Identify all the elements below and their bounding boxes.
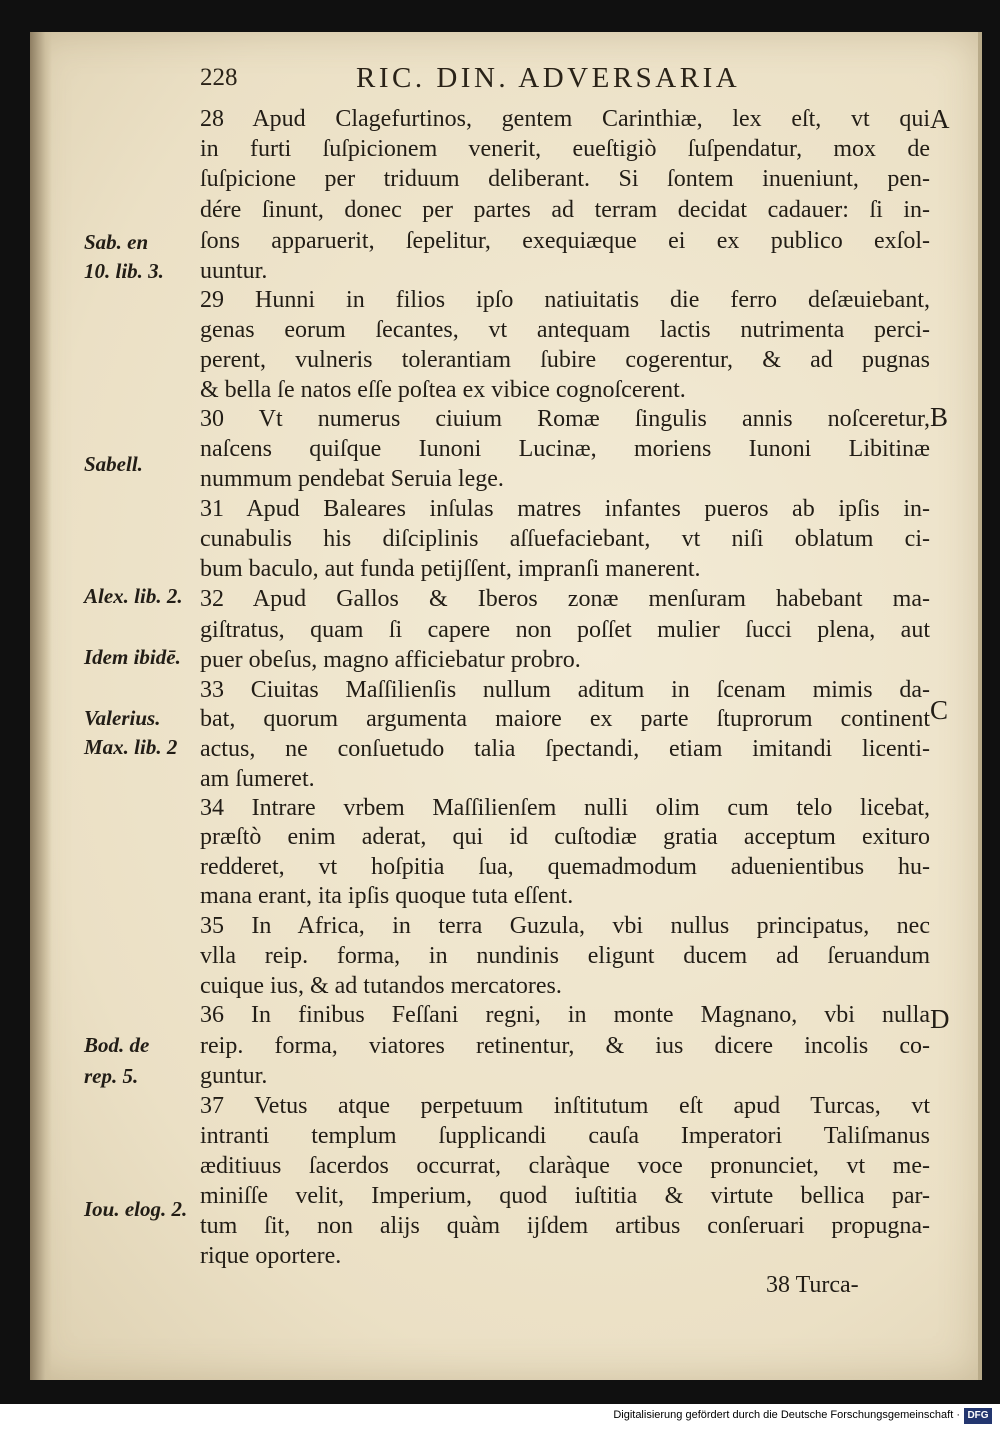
text-line: 32 Apud Gallos & Iberos zonæ menſuram habebant ma- xyxy=(200,586,930,612)
scan-right-edge xyxy=(978,32,982,1380)
margin-note: Iou. elog. 2. xyxy=(84,1197,188,1221)
margin-note: Valerius. xyxy=(84,706,161,730)
running-title: RIC. DIN. ADVERSARIA xyxy=(356,62,741,94)
margin-note: Max. lib. 2 xyxy=(84,735,178,759)
text-line: nummum pendebat Seruia lege. xyxy=(200,466,504,492)
text-line: rique oportere. xyxy=(200,1243,342,1269)
text-line: cunabulis his diſciplinis aſſuefaciebant, vt niſi oblatum ci- xyxy=(200,526,930,552)
page-number: 228 xyxy=(200,64,238,91)
footer-credit: Digitalisierung gefördert durch die Deutsche Forschungsgemeinschaft · xyxy=(613,1409,960,1421)
footer-bar xyxy=(0,1404,1000,1429)
text-line: miniſſe velit, Imperium, quod iuſtitia & virtute bellica par- xyxy=(200,1183,930,1209)
text-line: guntur. xyxy=(200,1063,268,1089)
text-line: 34 Intrare vrbem Maſſilienſem nulli olim cum telo licebat, xyxy=(200,795,930,821)
text-line: 36 In finibus Feſſani regni, in monte Magnano, vbi nulla xyxy=(200,1002,930,1028)
text-line: tum ſit, non alijs quàm ijſdem artibus conſeruari propugna- xyxy=(200,1213,930,1239)
text-line: 31 Apud Baleares inſulas matres infantes pueros ab ipſis in- xyxy=(200,496,930,522)
text-line: 35 In Africa, in terra Guzula, vbi nullus principatus, nec xyxy=(200,913,930,939)
text-line: vlla reip. forma, in nundinis eligunt ducem ad ſeruandum xyxy=(200,943,930,969)
text-line: ſuſpicione per triduum deliberant. Si ſontem inueniunt, pen- xyxy=(200,166,930,192)
section-letter: A xyxy=(930,104,950,134)
text-line: actus, ne conſuetudo talia ſpectandi, etiam imitandi licenti- xyxy=(200,736,930,762)
text-line: dére ſinunt, donec per partes ad terram decidat cadauer: ſi in- xyxy=(200,197,930,223)
text-line: & bella ſe natos eſſe poſtea ex vibice cognoſcerent. xyxy=(200,377,686,403)
margin-note: 10. lib. 3. xyxy=(84,259,164,283)
text-line: 29 Hunni in filios ipſo natiuitatis die ferro deſæuiebant, xyxy=(200,287,930,313)
text-line: reip. forma, viatores retinentur, & ius dicere incolis co- xyxy=(200,1033,930,1059)
margin-note: rep. 5. xyxy=(84,1064,139,1088)
text-line: redderet, vt hoſpitia ſua, quemadmodum aduenientibus hu- xyxy=(200,854,930,880)
text-line: ſons apparuerit, ſepelitur, exequiæque ei ex publico exſol- xyxy=(200,228,930,254)
section-letter: D xyxy=(930,1004,950,1034)
section-letter: C xyxy=(930,695,949,725)
catchword: 38 Turca- xyxy=(766,1272,859,1298)
text-line: æditiuus ſacerdos occurrat, claràque voce pronunciet, vt me- xyxy=(200,1153,930,1179)
margin-note: Idem ibidē. xyxy=(84,645,181,669)
text-line: præſtò enim aderat, qui id cuſtodiæ gratia acceptum exituro xyxy=(200,824,930,850)
text-line: giſtratus, quam ſi capere non poſſet mulier ſucci plena, aut xyxy=(200,617,930,643)
text-line: mana erant, ita ipſis quoque tuta eſſent. xyxy=(200,883,574,909)
text-line: bat, quorum argumenta maiore ex parte ſtuprorum continent xyxy=(200,706,930,732)
text-line: genas eorum ſecantes, vt antequam lactis nutrimenta perci- xyxy=(200,317,930,343)
text-line: am ſumeret. xyxy=(200,766,315,792)
text-line: uuntur. xyxy=(200,258,268,284)
margin-note: Sabell. xyxy=(84,452,143,476)
text-line: cuique ius, & ad tutandos mercatores. xyxy=(200,973,562,999)
running-head xyxy=(200,62,840,98)
text-line: bum baculo, aut funda petijſſent, impranſi manerent. xyxy=(200,556,701,582)
text-line: intranti templum ſupplicandi cauſa Imperatori Taliſmanus xyxy=(200,1123,930,1149)
margin-note: Bod. de xyxy=(84,1033,150,1057)
text-line: 33 Ciuitas Maſſilienſis nullum aditum in ſcenam mimis da- xyxy=(200,677,930,703)
text-line: in furti ſuſpicionem venerit, eueſtigiò ſuſpendatur, mox de xyxy=(200,136,930,162)
margin-note: Alex. lib. 2. xyxy=(84,584,183,608)
text-line: 30 Vt numerus ciuium Romæ ſingulis annis noſceretur, xyxy=(200,406,930,432)
text-line: 37 Vetus atque perpetuum inſtitutum eſt apud Turcas, vt xyxy=(200,1093,930,1119)
binding-edge xyxy=(30,32,52,1380)
margin-note: Sab. en xyxy=(84,230,149,254)
text-line: puer obeſus, magno afficiebatur probro. xyxy=(200,647,581,673)
text-line: 28 Apud Clagefurtinos, gentem Carinthiæ, lex eſt, vt qui xyxy=(200,106,930,132)
dfg-logo: DFG xyxy=(964,1408,992,1424)
text-line: naſcens quiſque Iunoni Lucinæ, moriens Iunoni Libitinæ xyxy=(200,436,930,462)
section-letter: B xyxy=(930,402,949,432)
text-line: perent, vulneris tolerantiam ſubire cogerentur, & ad pugnas xyxy=(200,347,930,373)
